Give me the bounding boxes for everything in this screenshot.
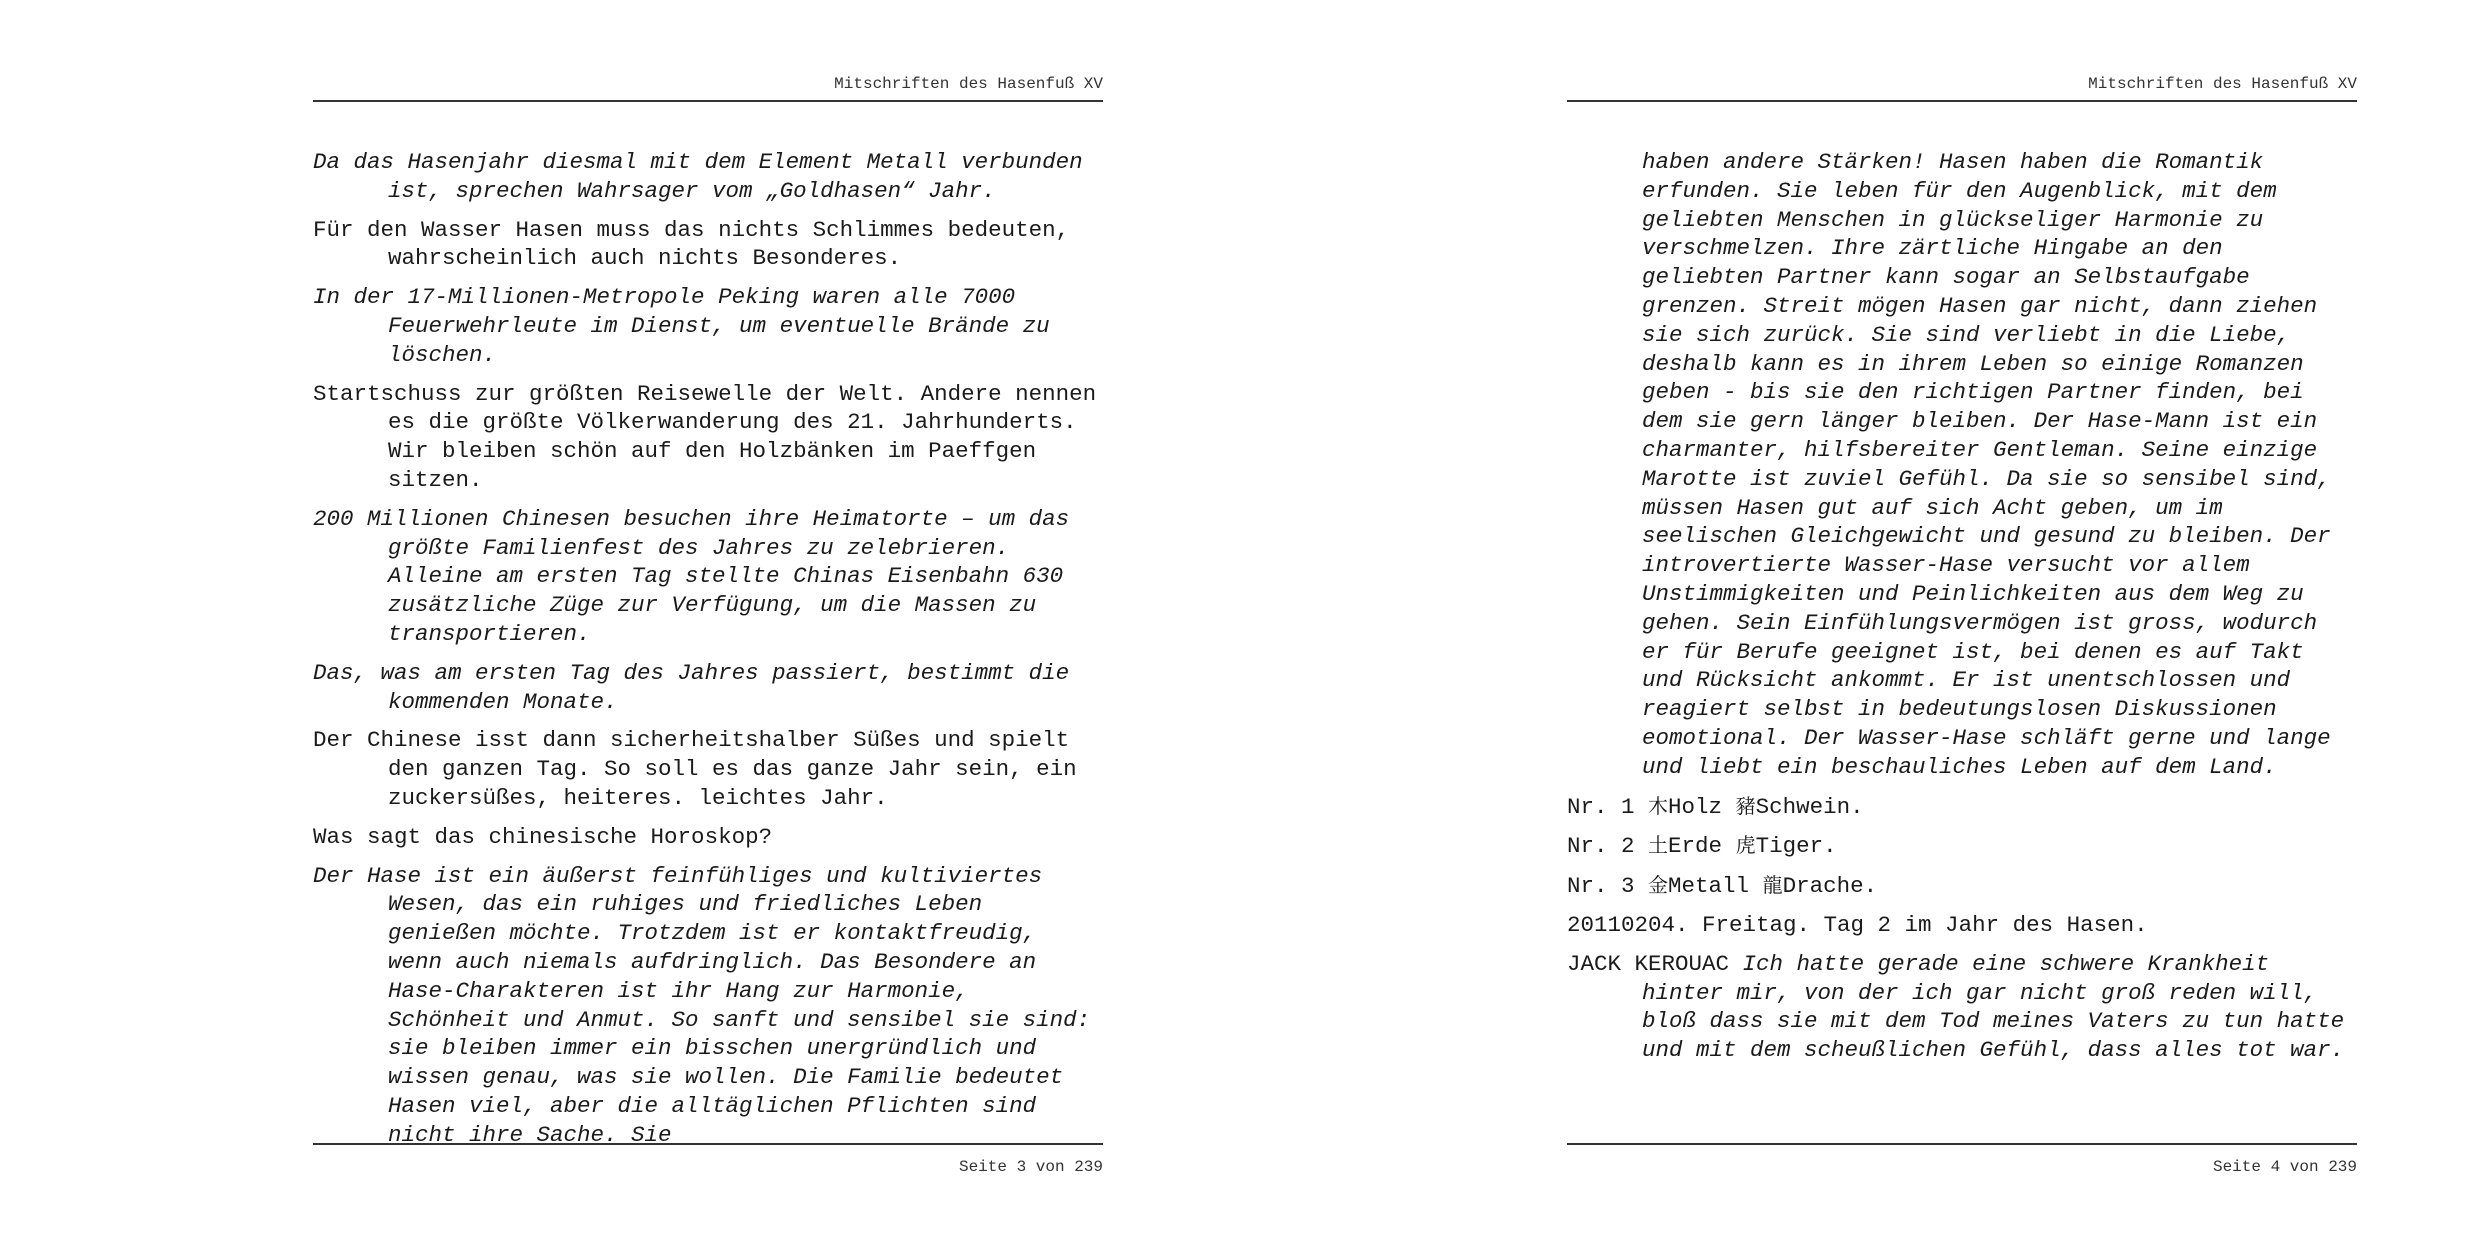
paragraph: Der Chinese isst dann sicherheitshalber Süßes und spielt den ganzen Tag. So soll es das ganze Jahr sein, ein zuckersüßes, heiteres. leichtes Jahr. bbox=[313, 727, 1077, 811]
element-character: 金 bbox=[1648, 873, 1669, 898]
zodiac-number: Nr. 3 bbox=[1567, 873, 1635, 900]
paragraph: Für den Wasser Hasen muss das nichts Schlimmes bedeuten, wahrscheinlich auch nichts Besonderes. bbox=[313, 216, 1070, 272]
page-body bbox=[1567, 148, 2357, 1075]
zodiac-line bbox=[1567, 792, 2357, 822]
paragraph: Das, was am ersten Tag des Jahres passiert, bestimmt die kommenden Monate. bbox=[313, 659, 1070, 715]
paragraph: Da das Hasenjahr diesmal mit dem Element Metall verbunden ist, sprechen Wahrsager vom „Goldhasen“ Jahr. bbox=[313, 149, 1083, 204]
element-character: 土 bbox=[1648, 833, 1669, 858]
element-name: Holz bbox=[1668, 793, 1723, 820]
page-body bbox=[313, 148, 1103, 1160]
animal-character: 龍 bbox=[1762, 873, 1783, 898]
element-name: Erde bbox=[1668, 833, 1723, 860]
zodiac-number: Nr. 1 bbox=[1567, 793, 1635, 820]
animal-name: Drache. bbox=[1782, 873, 1878, 900]
paragraph: Was sagt das chinesische Horoskop? bbox=[313, 823, 773, 850]
page-number: Seite 3 von 239 bbox=[313, 1143, 1103, 1177]
running-head: Mitschriften des Hasenfuß XV bbox=[313, 74, 1103, 102]
paragraph: 200 Millionen Chinesen besuchen ihre Heimatorte – um das größte Familienfest des Jahres zu zelebrieren. Alleine am ersten Tag stellte Chinas Eisenbahn 630 zusätzliche Züge zur Verfügung, um die Massen zu transportieren. bbox=[313, 505, 1070, 647]
left-page bbox=[313, 0, 1103, 1240]
paragraph: Startschuss zur größten Reisewelle der Welt. Andere nennen es die größte Völkerwanderung des 21. Jahrhunderts. Wir bleiben schön auf den Holzbänken im Paeffgen sitzen. bbox=[313, 380, 1097, 493]
zodiac-line bbox=[1567, 871, 2357, 901]
animal-name: Schwein. bbox=[1755, 793, 1864, 820]
paragraph: In der 17-Millionen-Metropole Peking waren alle 7000 Feuerwehrleute im Dienst, um eventuelle Brände zu löschen. bbox=[313, 284, 1050, 368]
zodiac-line bbox=[1567, 831, 2357, 861]
animal-character: 虎 bbox=[1735, 833, 1756, 858]
quote-author: JACK KEROUAC bbox=[1567, 950, 1730, 977]
element-character: 木 bbox=[1648, 793, 1669, 818]
right-page bbox=[1567, 0, 2357, 1240]
continuation-paragraph: haben andere Stärken! Hasen haben die Romantik erfunden. Sie leben für den Augenblick, mit dem geliebten Menschen in glückseliger Harmonie zu verschmelzen. Ihre zärtliche Hingabe an den geliebten Partner kann sogar an Selbstaufgabe grenzen. Streit mögen Hasen gar nicht, dann ziehen sie sich zurück. Sie sind verliebt in die Liebe, deshalb kann es in ihrem Leben so einige Romanzen geben - bis sie den richtigen Partner finden, bei dem sie gern länger bleiben. Der Hase-Mann ist ein charmanter, hilfsbereiter Gentleman. Seine einzige Marotte ist zuviel Gefühl. Da sie so sensibel sind, müssen Hasen gut auf sich Acht geben, um im seelischen Gleichgewicht und gesund zu bleiben. Der introvertierte Wasser-Hase versucht vor allem Unstimmigkeiten und Peinlichkeiten aus dem Weg zu gehen. Sein Einfühlungsvermögen ist gross, wodurch er für Berufe geeignet ist, bei denen es auf Takt und Rücksicht ankommt. Er ist unentschlossen und reagiert selbst in bedeutungslosen Diskussionen eomotional. Der Wasser-Hase schläft gerne und lange und liebt ein beschauliches Leben auf dem Land. bbox=[1642, 149, 2331, 780]
page-number: Seite 4 von 239 bbox=[1567, 1143, 2357, 1177]
animal-name: Tiger. bbox=[1755, 833, 1837, 860]
zodiac-number: Nr. 2 bbox=[1567, 833, 1635, 860]
quote-text: Ich hatte gerade eine schwere Krankheit hinter mir, von der ich gar nicht groß reden will, bloß dass sie mit dem Tod meines Vaters zu tun hatte und mit dem scheußlichen Gefühl, dass alles tot war. bbox=[1642, 950, 2345, 1064]
animal-character: 豬 bbox=[1735, 793, 1756, 818]
running-head: Mitschriften des Hasenfuß XV bbox=[1567, 74, 2357, 102]
paragraph: Der Hase ist ein äußerst feinfühliges und kultiviertes Wesen, das ein ruhiges und friedliches Leben genießen möchte. Trotzdem ist er kontaktfreudig, wenn auch niemals aufdringlich. Das Besondere an Hase-Charakteren ist ihr Hang zur Harmonie, Schönheit und Anmut. So sanft und sensibel sie sind: sie bleiben immer ein bisschen unergründlich und wissen genau, was sie wollen. Die Familie bedeutet Hasen viel, aber die alltäglichen Pflichten sind nicht ihre Sache. Sie bbox=[313, 862, 1091, 1148]
element-name: Metall bbox=[1668, 873, 1750, 900]
date-line: 20110204. Freitag. Tag 2 im Jahr des Hasen. bbox=[1567, 911, 2148, 938]
quote-paragraph bbox=[1567, 950, 2357, 1065]
